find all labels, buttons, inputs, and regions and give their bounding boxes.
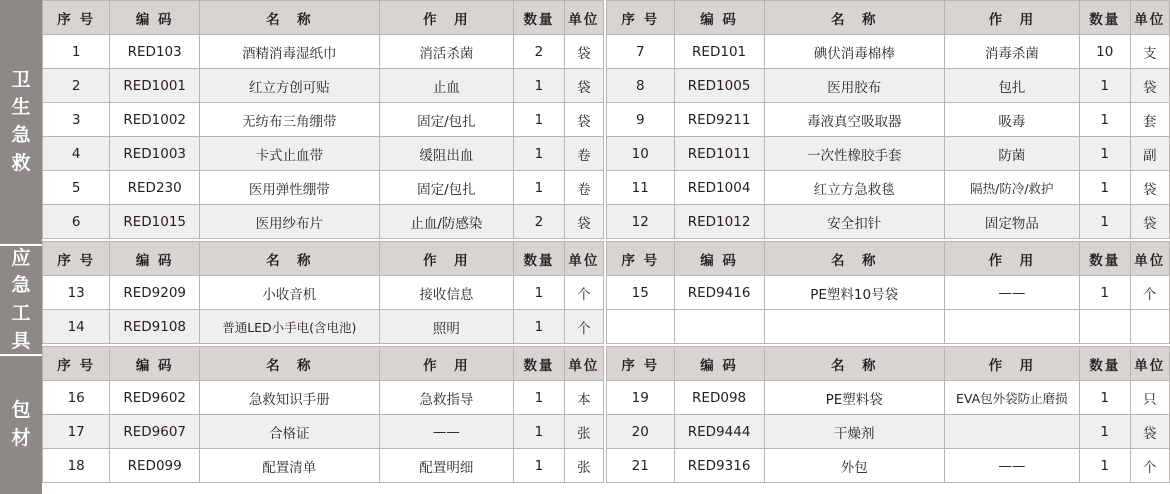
- cell-unit: 个: [1130, 449, 1169, 483]
- cell-name: 一次性橡胶手套: [764, 137, 944, 171]
- cell-name: 无纺布三角绷带: [200, 103, 380, 137]
- cell-use: ——: [379, 415, 514, 449]
- category-cell-packaging: [0, 356, 42, 494]
- items-table: [42, 0, 604, 239]
- col-header-unit: 单位: [1130, 242, 1169, 276]
- cell-empty: [674, 310, 764, 344]
- cell-qty: 1: [514, 276, 564, 310]
- section-packaging: [42, 346, 1170, 483]
- cell-use: 止血: [379, 69, 514, 103]
- cell-code: RED103: [110, 35, 200, 69]
- cell-qty: 1: [1079, 381, 1130, 415]
- col-header-unit: 单位: [1130, 347, 1169, 381]
- col-header-name: 名 称: [200, 1, 380, 35]
- table-header-row: [43, 242, 604, 276]
- table-row: [43, 171, 604, 205]
- cell-unit: 袋: [1130, 69, 1169, 103]
- cell-code: RED1001: [110, 69, 200, 103]
- cell-use: 止血/防感染: [379, 205, 514, 239]
- category-char: 工: [11, 302, 31, 324]
- cell-unit: 个: [564, 276, 603, 310]
- cell-unit: 个: [1130, 276, 1169, 310]
- cell-empty: [944, 310, 1079, 344]
- cell-use: ——: [944, 276, 1079, 310]
- cell-name: 医用纱布片: [200, 205, 380, 239]
- table-row: [607, 103, 1170, 137]
- col-header-seq: 序 号: [43, 347, 110, 381]
- section-packaging-left: [42, 346, 606, 483]
- col-header-seq: 序 号: [43, 1, 110, 35]
- cell-unit: 张: [564, 449, 603, 483]
- cell-seq: 15: [607, 276, 675, 310]
- table-header-row: [607, 242, 1170, 276]
- cell-code: RED101: [674, 35, 764, 69]
- cell-unit: 张: [564, 415, 603, 449]
- cell-seq: 21: [607, 449, 675, 483]
- cell-name: 安全扣针: [764, 205, 944, 239]
- section-tools-right: [606, 241, 1170, 344]
- cell-code: RED1002: [110, 103, 200, 137]
- cell-use: 固定/包扎: [379, 103, 514, 137]
- table-row: [607, 171, 1170, 205]
- cell-qty: 1: [514, 415, 564, 449]
- cell-seq: 7: [607, 35, 675, 69]
- cell-name: 酒精消毒湿纸巾: [200, 35, 380, 69]
- items-table: [42, 346, 604, 483]
- table-row: [43, 381, 604, 415]
- table-row: [607, 276, 1170, 310]
- cell-use: 包扎: [944, 69, 1079, 103]
- cell-use: 缓阻出血: [379, 137, 514, 171]
- cell-qty: 1: [1079, 137, 1130, 171]
- col-header-code: 编 码: [674, 1, 764, 35]
- cell-use: 固定/包扎: [379, 171, 514, 205]
- cell-name: 医用胶布: [764, 69, 944, 103]
- cell-qty: 1: [1079, 69, 1130, 103]
- cell-seq: 4: [43, 137, 110, 171]
- cell-unit: 袋: [564, 35, 603, 69]
- cell-use: 急救指导: [379, 381, 514, 415]
- cell-code: RED9316: [674, 449, 764, 483]
- table-row: [607, 137, 1170, 171]
- category-char: 包: [11, 399, 31, 422]
- section-tools-left: [42, 241, 606, 344]
- cell-seq: 10: [607, 137, 675, 171]
- table-row: [607, 205, 1170, 239]
- cell-qty: 1: [1079, 171, 1130, 205]
- cell-code: RED9444: [674, 415, 764, 449]
- cell-seq: 12: [607, 205, 675, 239]
- cell-empty: [607, 310, 675, 344]
- col-header-qty: 数量: [514, 242, 564, 276]
- section-tools: [42, 241, 1170, 346]
- cell-seq: 5: [43, 171, 110, 205]
- table-header-row: [43, 1, 604, 35]
- cell-seq: 19: [607, 381, 675, 415]
- cell-seq: 20: [607, 415, 675, 449]
- cell-use: 消毒杀菌: [944, 35, 1079, 69]
- table-row: [607, 415, 1170, 449]
- cell-code: RED098: [674, 381, 764, 415]
- cell-qty: 1: [1079, 449, 1130, 483]
- table-row-empty: [607, 310, 1170, 344]
- col-header-name: 名 称: [764, 1, 944, 35]
- cell-name: 小收音机: [200, 276, 380, 310]
- cell-seq: 14: [43, 310, 110, 344]
- table-row: [43, 415, 604, 449]
- table-header-row: [607, 1, 1170, 35]
- cell-use: 隔热/防冷/救护: [944, 171, 1079, 205]
- cell-code: RED1005: [674, 69, 764, 103]
- cell-code: RED230: [110, 171, 200, 205]
- cell-unit: 副: [1130, 137, 1169, 171]
- col-header-name: 名 称: [200, 242, 380, 276]
- cell-use: 防菌: [944, 137, 1079, 171]
- cell-use: [944, 415, 1079, 449]
- cell-use: 照明: [379, 310, 514, 344]
- cell-unit: 袋: [1130, 415, 1169, 449]
- section-hygiene: [42, 0, 1170, 241]
- cell-code: RED1004: [674, 171, 764, 205]
- cell-unit: 袋: [1130, 171, 1169, 205]
- table-row: [43, 35, 604, 69]
- cell-unit: 袋: [1130, 205, 1169, 239]
- cell-name: 红立方急救毯: [764, 171, 944, 205]
- cell-unit: 卷: [564, 171, 603, 205]
- col-header-code: 编 码: [674, 242, 764, 276]
- section-packaging-right: [606, 346, 1170, 483]
- category-char: 急: [11, 274, 31, 297]
- cell-qty: 10: [1079, 35, 1130, 69]
- col-header-name: 名 称: [764, 347, 944, 381]
- table-row: [607, 35, 1170, 69]
- cell-qty: 1: [514, 103, 564, 137]
- cell-code: RED099: [110, 449, 200, 483]
- category-char: 卫: [11, 68, 31, 91]
- cell-use: ——: [944, 449, 1079, 483]
- cell-qty: 1: [514, 310, 564, 344]
- table-row: [43, 310, 604, 344]
- cell-qty: 1: [1079, 205, 1130, 239]
- cell-name: 碘伏消毒棉棒: [764, 35, 944, 69]
- cell-use: 接收信息: [379, 276, 514, 310]
- cell-seq: 17: [43, 415, 110, 449]
- cell-qty: 1: [514, 137, 564, 171]
- cell-name: 红立方创可贴: [200, 69, 380, 103]
- cell-qty: 1: [1079, 415, 1130, 449]
- items-table: [606, 0, 1170, 239]
- cell-name: 毒液真空吸取器: [764, 103, 944, 137]
- col-header-seq: 序 号: [607, 242, 675, 276]
- items-table: [606, 346, 1170, 483]
- cell-seq: 16: [43, 381, 110, 415]
- col-header-qty: 数量: [514, 347, 564, 381]
- cell-code: RED1012: [674, 205, 764, 239]
- cell-code: RED9108: [110, 310, 200, 344]
- cell-use: EVA包外袋防止磨损: [944, 381, 1079, 415]
- col-header-unit: 单位: [564, 242, 603, 276]
- cell-name: PE塑料袋: [764, 381, 944, 415]
- cell-code: RED9211: [674, 103, 764, 137]
- cell-qty: 1: [514, 381, 564, 415]
- cell-name: PE塑料10号袋: [764, 276, 944, 310]
- table-row: [43, 137, 604, 171]
- col-header-use: 作 用: [944, 347, 1079, 381]
- category-sidebar: [0, 0, 42, 494]
- category-char: 具: [11, 329, 31, 352]
- cell-empty: [1130, 310, 1169, 344]
- tables-area: [42, 0, 1170, 494]
- table-header-row: [43, 347, 604, 381]
- cell-unit: 只: [1130, 381, 1169, 415]
- col-header-use: 作 用: [379, 242, 514, 276]
- cell-code: RED9602: [110, 381, 200, 415]
- col-header-name: 名 称: [200, 347, 380, 381]
- table-row: [43, 103, 604, 137]
- cell-name: 干燥剂: [764, 415, 944, 449]
- cell-unit: 本: [564, 381, 603, 415]
- section-hygiene-right: [606, 0, 1170, 239]
- cell-unit: 支: [1130, 35, 1169, 69]
- col-header-use: 作 用: [379, 347, 514, 381]
- col-header-seq: 序 号: [607, 347, 675, 381]
- col-header-qty: 数量: [1079, 347, 1130, 381]
- cell-use: 消活杀菌: [379, 35, 514, 69]
- table-row: [43, 69, 604, 103]
- cell-code: RED9607: [110, 415, 200, 449]
- cell-unit: 套: [1130, 103, 1169, 137]
- cell-qty: 1: [514, 69, 564, 103]
- section-hygiene-left: [42, 0, 606, 239]
- cell-qty: 1: [514, 449, 564, 483]
- col-header-qty: 数量: [514, 1, 564, 35]
- col-header-code: 编 码: [110, 242, 200, 276]
- col-header-use: 作 用: [944, 242, 1079, 276]
- cell-qty: 1: [1079, 276, 1130, 310]
- cell-code: RED9209: [110, 276, 200, 310]
- cell-use: 吸毒: [944, 103, 1079, 137]
- col-header-seq: 序 号: [43, 242, 110, 276]
- cell-seq: 8: [607, 69, 675, 103]
- col-header-use: 作 用: [379, 1, 514, 35]
- category-cell-hygiene: [0, 0, 42, 246]
- category-cell-tools: [0, 246, 42, 356]
- items-table: [606, 241, 1170, 344]
- cell-name: 普通LED小手电(含电池): [200, 310, 380, 344]
- table-row: [607, 449, 1170, 483]
- cell-empty: [1079, 310, 1130, 344]
- cell-seq: 18: [43, 449, 110, 483]
- col-header-qty: 数量: [1079, 242, 1130, 276]
- cell-code: RED9416: [674, 276, 764, 310]
- cell-qty: 1: [1079, 103, 1130, 137]
- table-row: [43, 276, 604, 310]
- cell-unit: 袋: [564, 103, 603, 137]
- cell-seq: 6: [43, 205, 110, 239]
- cell-qty: 1: [514, 171, 564, 205]
- col-header-seq: 序 号: [607, 1, 675, 35]
- cell-empty: [764, 310, 944, 344]
- cell-use: 配置明细: [379, 449, 514, 483]
- cell-name: 医用弹性绷带: [200, 171, 380, 205]
- col-header-unit: 单位: [564, 347, 603, 381]
- category-char: 应: [11, 246, 31, 269]
- cell-unit: 卷: [564, 137, 603, 171]
- col-header-name: 名 称: [764, 242, 944, 276]
- cell-name: 合格证: [200, 415, 380, 449]
- cell-use: 固定物品: [944, 205, 1079, 239]
- cell-unit: 个: [564, 310, 603, 344]
- items-table: [42, 241, 604, 344]
- cell-seq: 3: [43, 103, 110, 137]
- cell-name: 卡式止血带: [200, 137, 380, 171]
- cell-seq: 1: [43, 35, 110, 69]
- table-row: [607, 69, 1170, 103]
- category-char: 材: [11, 427, 31, 449]
- table-header-row: [607, 347, 1170, 381]
- cell-code: RED1011: [674, 137, 764, 171]
- cell-qty: 2: [514, 35, 564, 69]
- col-header-code: 编 码: [110, 1, 200, 35]
- col-header-unit: 单位: [564, 1, 603, 35]
- table-row: [43, 449, 604, 483]
- table-row: [607, 381, 1170, 415]
- cell-unit: 袋: [564, 69, 603, 103]
- cell-name: 急救知识手册: [200, 381, 380, 415]
- cell-unit: 袋: [564, 205, 603, 239]
- table-row: [43, 205, 604, 239]
- cell-seq: 2: [43, 69, 110, 103]
- category-char: 救: [11, 151, 31, 174]
- category-char: 生: [11, 96, 31, 119]
- cell-code: RED1003: [110, 137, 200, 171]
- cell-code: RED1015: [110, 205, 200, 239]
- col-header-unit: 单位: [1130, 1, 1169, 35]
- col-header-use: 作 用: [944, 1, 1079, 35]
- cell-qty: 2: [514, 205, 564, 239]
- cell-name: 配置清单: [200, 449, 380, 483]
- col-header-qty: 数量: [1079, 1, 1130, 35]
- cell-seq: 9: [607, 103, 675, 137]
- col-header-code: 编 码: [674, 347, 764, 381]
- col-header-code: 编 码: [110, 347, 200, 381]
- cell-seq: 11: [607, 171, 675, 205]
- cell-seq: 13: [43, 276, 110, 310]
- cell-name: 外包: [764, 449, 944, 483]
- category-char: 急: [11, 124, 31, 146]
